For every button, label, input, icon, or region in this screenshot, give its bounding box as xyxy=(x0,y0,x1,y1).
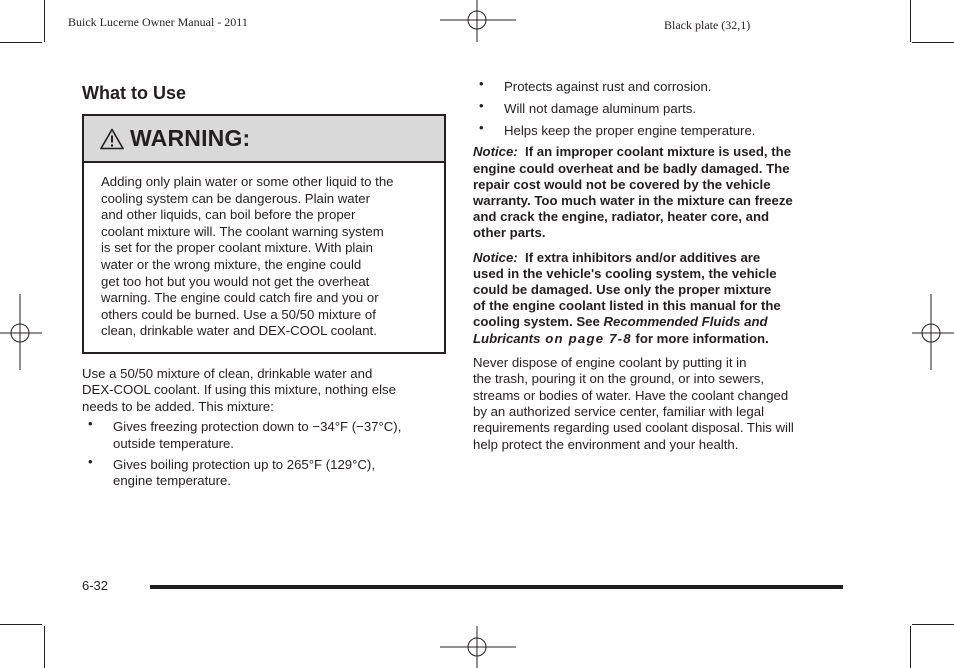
cross-reference-link[interactable]: Lubricants xyxy=(473,330,541,346)
intro-line: needs to be added. This mixture: xyxy=(82,398,274,414)
notice-coolant-mixture xyxy=(473,144,835,241)
notice-label: Notice: xyxy=(473,144,518,160)
page-number: 6-32 xyxy=(82,578,109,593)
footer-rule xyxy=(150,585,843,589)
right-column xyxy=(473,76,835,453)
list-item xyxy=(82,416,446,452)
bullet-icon: • xyxy=(479,97,484,113)
warning-line: others could be burned. Use a 50/50 mixture of xyxy=(101,306,376,322)
bullet-line: Gives boiling protection up to 265°F (129°C), xyxy=(113,456,375,472)
notice-label: Notice: xyxy=(473,249,518,265)
list-item xyxy=(473,76,835,95)
notice-text: cooling system. See xyxy=(473,314,604,330)
benefit-bullets xyxy=(473,76,835,139)
bullet-line: Gives freezing protection down to −34°F (−37°C), xyxy=(113,419,402,435)
warning-line: clean, drinkable water and DEX-COOL coolant. xyxy=(101,323,377,339)
warning-line: warning. The engine could catch fire and you or xyxy=(101,290,379,306)
warning-line: is set for the proper coolant mixture. With plain xyxy=(101,240,373,256)
bullet-icon: • xyxy=(88,416,93,432)
left-column xyxy=(82,82,446,495)
notice-inhibitors xyxy=(473,250,835,347)
closing-line: the trash, pouring it on the ground, or into sewers, xyxy=(473,371,765,387)
notice-text: If extra inhibitors and/or additives are xyxy=(525,249,761,265)
plate-label: Black plate (32,1) xyxy=(664,18,751,32)
notice-line xyxy=(473,314,835,330)
cross-reference-link[interactable]: Recommended Fluids and xyxy=(603,314,768,330)
notice-line: engine could overheat and be badly damaged. The xyxy=(473,160,790,176)
closing-line: streams or bodies of water. Have the coolant changed xyxy=(473,387,789,403)
closing-line: requirements regarding used coolant disposal. This will xyxy=(473,420,794,436)
warning-header xyxy=(84,116,444,163)
registration-mark-bottom xyxy=(440,626,516,668)
bullet-line: engine temperature. xyxy=(113,473,232,489)
notice-line xyxy=(473,144,835,160)
notice-line: of the engine coolant listed in this manual for the xyxy=(473,298,781,314)
warning-line: Adding only plain water or some other liquid to the xyxy=(101,174,394,189)
notice-line xyxy=(473,331,835,347)
warning-line: water or the wrong mixture, the engine could xyxy=(101,256,362,272)
intro-line: DEX-COOL coolant. If using this mixture, nothing else xyxy=(82,382,396,398)
bullet-icon: • xyxy=(479,76,484,91)
warning-title: WARNING: xyxy=(130,125,251,151)
bullet-text: Protects against rust and corrosion. xyxy=(504,79,712,94)
notice-line: could be damaged. Use only the proper mixture xyxy=(473,282,772,298)
intro-paragraph xyxy=(82,366,446,415)
bullet-text: Helps keep the proper engine temperature. xyxy=(504,122,756,138)
bullet-icon: • xyxy=(479,119,484,135)
notice-line: and crack the engine, radiator, heater core, and xyxy=(473,209,770,225)
intro-line: Use a 50/50 mixture of clean, drinkable water and xyxy=(82,365,373,381)
notice-line: repair cost would not be covered by the vehicle xyxy=(473,176,771,192)
warning-line: cooling system can be dangerous. Plain water xyxy=(101,190,371,206)
manual-title: Buick Lucerne Owner Manual - 2011 xyxy=(68,15,248,29)
section-title: What to Use xyxy=(82,83,187,103)
list-item xyxy=(473,97,835,117)
notice-text: for more information. xyxy=(631,330,769,346)
warning-line: coolant mixture will. The coolant warning system xyxy=(101,223,384,239)
closing-line: help protect the environment and your health. xyxy=(473,436,739,452)
closing-paragraph xyxy=(473,355,835,453)
bullet-text: Will not damage aluminum parts. xyxy=(504,100,697,116)
bullet-icon: • xyxy=(88,453,93,469)
page-reference-link[interactable]: on page 7-8 xyxy=(540,330,632,346)
mixture-bullets xyxy=(82,416,446,490)
notice-line: warranty. Too much water in the mixture can freeze xyxy=(473,193,793,208)
notice-line: used in the vehicle's cooling system, the vehicle xyxy=(473,265,777,281)
warning-line: get too hot but you would not get the overheat xyxy=(101,273,370,289)
registration-mark-left xyxy=(0,294,42,370)
warning-box xyxy=(82,114,446,354)
closing-line: by an authorized service center, familiar with legal xyxy=(473,404,765,420)
closing-line: Never dispose of engine coolant by putting it in xyxy=(473,354,747,370)
warning-triangle-icon xyxy=(100,128,124,150)
notice-line: other parts. xyxy=(473,225,546,241)
warning-line: and other liquids, can boil before the proper xyxy=(101,207,356,223)
list-item xyxy=(473,119,835,139)
notice-line xyxy=(473,250,835,266)
notice-text: If an improper coolant mixture is used, the xyxy=(525,144,792,160)
registration-mark-top xyxy=(440,0,516,42)
registration-mark-right xyxy=(912,294,954,370)
list-item xyxy=(82,453,446,490)
warning-body xyxy=(84,163,444,352)
bullet-line: outside temperature. xyxy=(113,435,234,451)
